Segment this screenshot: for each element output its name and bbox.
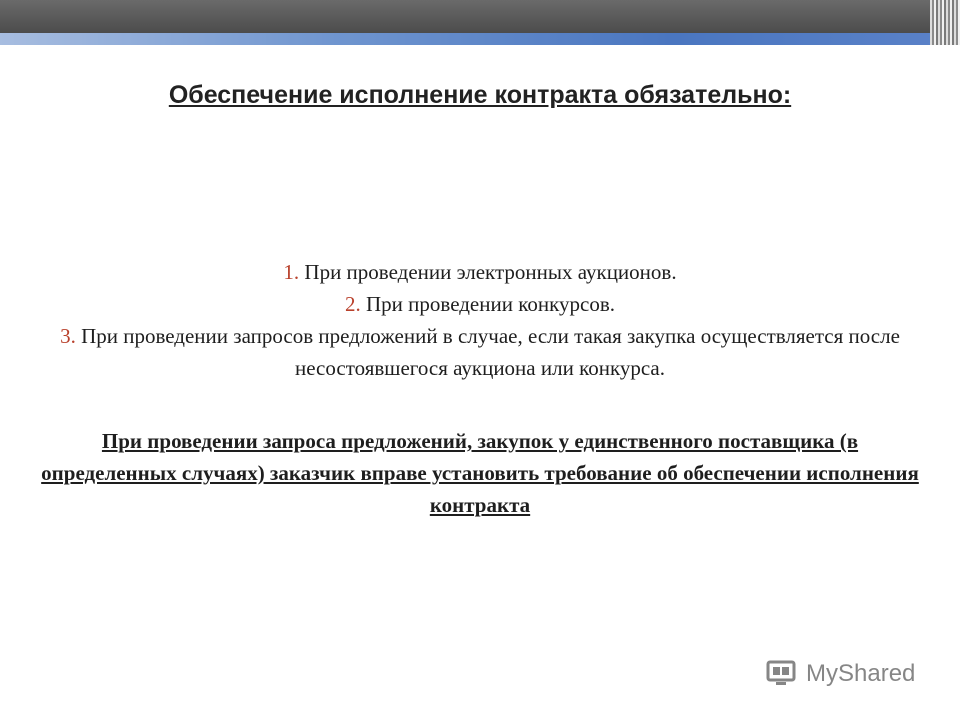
accent-line [40, 61, 775, 63]
top-header-band [0, 0, 960, 34]
watermark[interactable] [766, 656, 915, 692]
list-item [60, 256, 900, 288]
list-item-number: 1. [283, 260, 300, 284]
watermark-text: MyShared [806, 660, 916, 687]
list-item [60, 288, 900, 320]
list-item-number: 2. [345, 292, 361, 316]
slide-title: Обеспечение исполнение контракта обязательно: [168, 81, 792, 109]
requirement-list [60, 256, 900, 384]
note-paragraph: При проведении запроса предложений, закупок у единственного поставщика (в определенных случаях) заказчик вправе установить требование об обеспечении исполнения контракта [41, 429, 919, 517]
list-item [60, 320, 900, 384]
list-item-number: 3. [60, 324, 76, 348]
blue-accent-band [0, 33, 960, 45]
list-item-text: При проведении электронных аукционов. [299, 260, 677, 284]
list-item-text: При проведении запросов предложений в случае, если такая закупка осуществляется после несостоявшегося аукциона или конкурса. [75, 324, 900, 380]
list-item-text: При проведении конкурсов. [360, 292, 615, 316]
accent-line [580, 50, 890, 53]
mysared-logo-icon [766, 659, 800, 689]
corner-stripes [930, 0, 960, 45]
